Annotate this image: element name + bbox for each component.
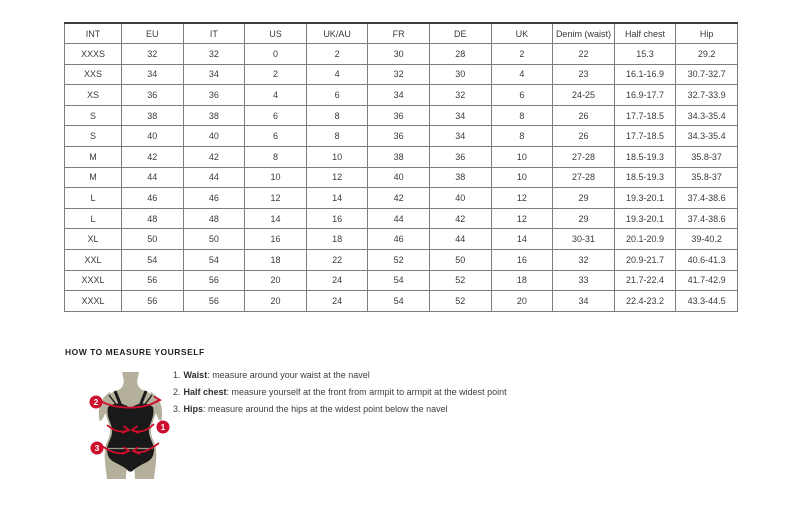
size-cell: 48 xyxy=(122,208,184,229)
size-cell: 0 xyxy=(245,44,307,65)
step-number: 2. xyxy=(173,387,181,397)
size-cell: S xyxy=(65,105,122,126)
size-cell: 32 xyxy=(429,85,491,106)
size-cell: 22 xyxy=(553,44,615,65)
size-cell: 30.7-32.7 xyxy=(676,64,738,85)
size-cell: 38 xyxy=(183,105,245,126)
size-cell: 12 xyxy=(491,188,553,209)
size-row-m xyxy=(65,147,738,168)
column-header-half-chest: Half chest xyxy=(614,23,676,44)
size-cell: 36 xyxy=(429,147,491,168)
size-cell: 54 xyxy=(183,250,245,271)
size-cell: 16 xyxy=(491,250,553,271)
size-cell: 29 xyxy=(553,188,615,209)
size-cell: 24 xyxy=(306,270,368,291)
size-cell: 8 xyxy=(245,147,307,168)
size-cell: 20.9-21.7 xyxy=(614,250,676,271)
size-cell: 32 xyxy=(183,44,245,65)
size-cell: 42 xyxy=(368,188,430,209)
size-cell: 8 xyxy=(491,105,553,126)
size-cell: XXS xyxy=(65,64,122,85)
size-cell: 27-28 xyxy=(553,167,615,188)
column-header-us: US xyxy=(245,23,307,44)
size-cell: 12 xyxy=(306,167,368,188)
size-cell: 46 xyxy=(368,229,430,250)
step-text: : measure around your waist at the navel xyxy=(207,370,370,380)
column-header-uk: UK xyxy=(491,23,553,44)
size-cell: 56 xyxy=(183,291,245,312)
size-row-l xyxy=(65,208,738,229)
size-cell: 10 xyxy=(306,147,368,168)
column-header-uk-au: UK/AU xyxy=(306,23,368,44)
step-term: Half chest xyxy=(183,387,227,397)
size-cell: 37.4-38.6 xyxy=(676,208,738,229)
size-cell: 8 xyxy=(306,126,368,147)
step-number: 3. xyxy=(173,404,181,414)
size-cell: 52 xyxy=(429,291,491,312)
size-cell: 54 xyxy=(368,291,430,312)
size-cell: 20 xyxy=(491,291,553,312)
size-cell: 34 xyxy=(429,126,491,147)
size-cell: M xyxy=(65,147,122,168)
size-row-xxxl xyxy=(65,270,738,291)
size-cell: 15.3 xyxy=(614,44,676,65)
size-chart-table xyxy=(64,22,738,312)
size-row-s xyxy=(65,105,738,126)
size-cell: 35.8-37 xyxy=(676,167,738,188)
column-header-int: INT xyxy=(65,23,122,44)
size-cell: 44 xyxy=(368,208,430,229)
size-cell: 52 xyxy=(429,270,491,291)
column-header-de: DE xyxy=(429,23,491,44)
size-cell: 27-28 xyxy=(553,147,615,168)
size-cell: 41.7-42.9 xyxy=(676,270,738,291)
size-cell: 10 xyxy=(491,167,553,188)
size-cell: 6 xyxy=(245,126,307,147)
size-cell: 34 xyxy=(429,105,491,126)
size-cell: 19.3-20.1 xyxy=(614,188,676,209)
size-cell: 43.3-44.5 xyxy=(676,291,738,312)
size-row-m xyxy=(65,167,738,188)
size-cell: 39-40.2 xyxy=(676,229,738,250)
size-cell: 4 xyxy=(491,64,553,85)
size-chart-header-row xyxy=(65,23,738,44)
camisole-bodice xyxy=(107,403,154,451)
size-cell: 34 xyxy=(368,85,430,106)
size-cell: 30 xyxy=(368,44,430,65)
size-row-xs xyxy=(65,85,738,106)
size-cell: 18 xyxy=(245,250,307,271)
column-header-fr: FR xyxy=(368,23,430,44)
size-cell: 38 xyxy=(368,147,430,168)
size-cell: 24-25 xyxy=(553,85,615,106)
size-cell: 16.1-16.9 xyxy=(614,64,676,85)
size-cell: 34 xyxy=(183,64,245,85)
size-cell: 12 xyxy=(491,208,553,229)
size-cell: 37.4-38.6 xyxy=(676,188,738,209)
size-cell: 40 xyxy=(122,126,184,147)
size-cell: 34.3-35.4 xyxy=(676,126,738,147)
size-cell: XXXL xyxy=(65,291,122,312)
column-header-denim-waist-: Denim (waist) xyxy=(553,23,615,44)
step-text: : measure yourself at the front from armpit to armpit at the widest point xyxy=(226,387,507,397)
size-cell: 6 xyxy=(491,85,553,106)
size-cell: XXXL xyxy=(65,270,122,291)
size-cell: 22 xyxy=(306,250,368,271)
size-cell: 32 xyxy=(553,250,615,271)
size-cell: 8 xyxy=(306,105,368,126)
size-cell: 14 xyxy=(245,208,307,229)
size-cell: 26 xyxy=(553,126,615,147)
size-cell: 10 xyxy=(245,167,307,188)
size-row-xxs xyxy=(65,64,738,85)
size-cell: 42 xyxy=(183,147,245,168)
waist-badge-number: 1 xyxy=(160,422,166,432)
size-cell: 48 xyxy=(183,208,245,229)
size-cell: 36 xyxy=(368,105,430,126)
size-cell: 2 xyxy=(306,44,368,65)
size-cell: 44 xyxy=(183,167,245,188)
measure-instructions xyxy=(173,367,773,418)
size-chart-section xyxy=(64,22,738,312)
size-cell: 2 xyxy=(245,64,307,85)
size-cell: 40 xyxy=(183,126,245,147)
step-term: Hips xyxy=(183,404,204,414)
column-header-it: IT xyxy=(183,23,245,44)
size-cell: 12 xyxy=(245,188,307,209)
step-term: Waist xyxy=(183,370,208,380)
size-cell: 18 xyxy=(491,270,553,291)
size-cell: 28 xyxy=(429,44,491,65)
size-cell: 16.9-17.7 xyxy=(614,85,676,106)
size-cell: 38 xyxy=(429,167,491,188)
size-row-s xyxy=(65,126,738,147)
size-cell: 23 xyxy=(553,64,615,85)
size-cell: 54 xyxy=(122,250,184,271)
size-cell: 29.2 xyxy=(676,44,738,65)
size-cell: 32.7-33.9 xyxy=(676,85,738,106)
size-cell: 14 xyxy=(306,188,368,209)
mannequin-illustration-icon xyxy=(78,371,184,480)
instruction-hips xyxy=(173,401,773,418)
chest-badge-number: 2 xyxy=(93,397,99,407)
size-cell: 50 xyxy=(183,229,245,250)
size-cell: 46 xyxy=(183,188,245,209)
size-cell: 30-31 xyxy=(553,229,615,250)
size-cell: 34 xyxy=(553,291,615,312)
hips-badge-number: 3 xyxy=(94,443,100,453)
size-cell: 17.7-18.5 xyxy=(614,126,676,147)
size-cell: 32 xyxy=(368,64,430,85)
size-cell: 54 xyxy=(368,270,430,291)
instruction-half-chest xyxy=(173,384,773,401)
size-cell: 56 xyxy=(122,270,184,291)
size-cell: 36 xyxy=(183,85,245,106)
size-cell: 42 xyxy=(429,208,491,229)
size-cell: 18.5-19.3 xyxy=(614,167,676,188)
size-cell: 16 xyxy=(245,229,307,250)
size-cell: 40 xyxy=(368,167,430,188)
size-row-xxxl xyxy=(65,291,738,312)
instruction-waist xyxy=(173,367,773,384)
size-cell: 40 xyxy=(429,188,491,209)
size-cell: 44 xyxy=(122,167,184,188)
size-cell: 42 xyxy=(122,147,184,168)
size-cell: L xyxy=(65,188,122,209)
size-row-xxl xyxy=(65,250,738,271)
size-cell: 56 xyxy=(122,291,184,312)
size-cell: 33 xyxy=(553,270,615,291)
size-cell: 4 xyxy=(306,64,368,85)
size-cell: 35.8-37 xyxy=(676,147,738,168)
size-cell: 22.4-23.2 xyxy=(614,291,676,312)
size-cell: 38 xyxy=(122,105,184,126)
size-row-xxxs xyxy=(65,44,738,65)
size-cell: 2 xyxy=(491,44,553,65)
size-cell: 18 xyxy=(306,229,368,250)
size-cell: 16 xyxy=(306,208,368,229)
size-cell: 32 xyxy=(122,44,184,65)
size-cell: 20 xyxy=(245,291,307,312)
size-cell: 19.3-20.1 xyxy=(614,208,676,229)
size-cell: 8 xyxy=(491,126,553,147)
size-cell: 36 xyxy=(368,126,430,147)
step-text: : measure around the hips at the widest point below the navel xyxy=(203,404,448,414)
size-cell: 29 xyxy=(553,208,615,229)
column-header-eu: EU xyxy=(122,23,184,44)
size-cell: 52 xyxy=(368,250,430,271)
size-cell: 21.7-22.4 xyxy=(614,270,676,291)
size-cell: 20.1-20.9 xyxy=(614,229,676,250)
size-cell: 14 xyxy=(491,229,553,250)
size-cell: S xyxy=(65,126,122,147)
size-cell: 4 xyxy=(245,85,307,106)
column-header-hip: Hip xyxy=(676,23,738,44)
size-row-xl xyxy=(65,229,738,250)
step-number: 1. xyxy=(173,370,181,380)
size-cell: XXXS xyxy=(65,44,122,65)
measurement-figure xyxy=(78,371,184,480)
size-cell: 24 xyxy=(306,291,368,312)
size-cell: 20 xyxy=(245,270,307,291)
size-cell: 18.5-19.3 xyxy=(614,147,676,168)
size-row-l xyxy=(65,188,738,209)
size-cell: 6 xyxy=(306,85,368,106)
size-cell: L xyxy=(65,208,122,229)
size-cell: M xyxy=(65,167,122,188)
size-cell: 34.3-35.4 xyxy=(676,105,738,126)
size-cell: 34 xyxy=(122,64,184,85)
size-cell: XL xyxy=(65,229,122,250)
how-to-measure-heading: HOW TO MEASURE YOURSELF xyxy=(65,347,205,357)
size-cell: XS xyxy=(65,85,122,106)
size-cell: 46 xyxy=(122,188,184,209)
size-cell: 44 xyxy=(429,229,491,250)
size-cell: 36 xyxy=(122,85,184,106)
size-cell: 30 xyxy=(429,64,491,85)
size-cell: 56 xyxy=(183,270,245,291)
size-cell: 17.7-18.5 xyxy=(614,105,676,126)
size-cell: XXL xyxy=(65,250,122,271)
size-cell: 26 xyxy=(553,105,615,126)
size-cell: 50 xyxy=(122,229,184,250)
size-cell: 10 xyxy=(491,147,553,168)
size-cell: 50 xyxy=(429,250,491,271)
size-cell: 6 xyxy=(245,105,307,126)
size-cell: 40.6-41.3 xyxy=(676,250,738,271)
